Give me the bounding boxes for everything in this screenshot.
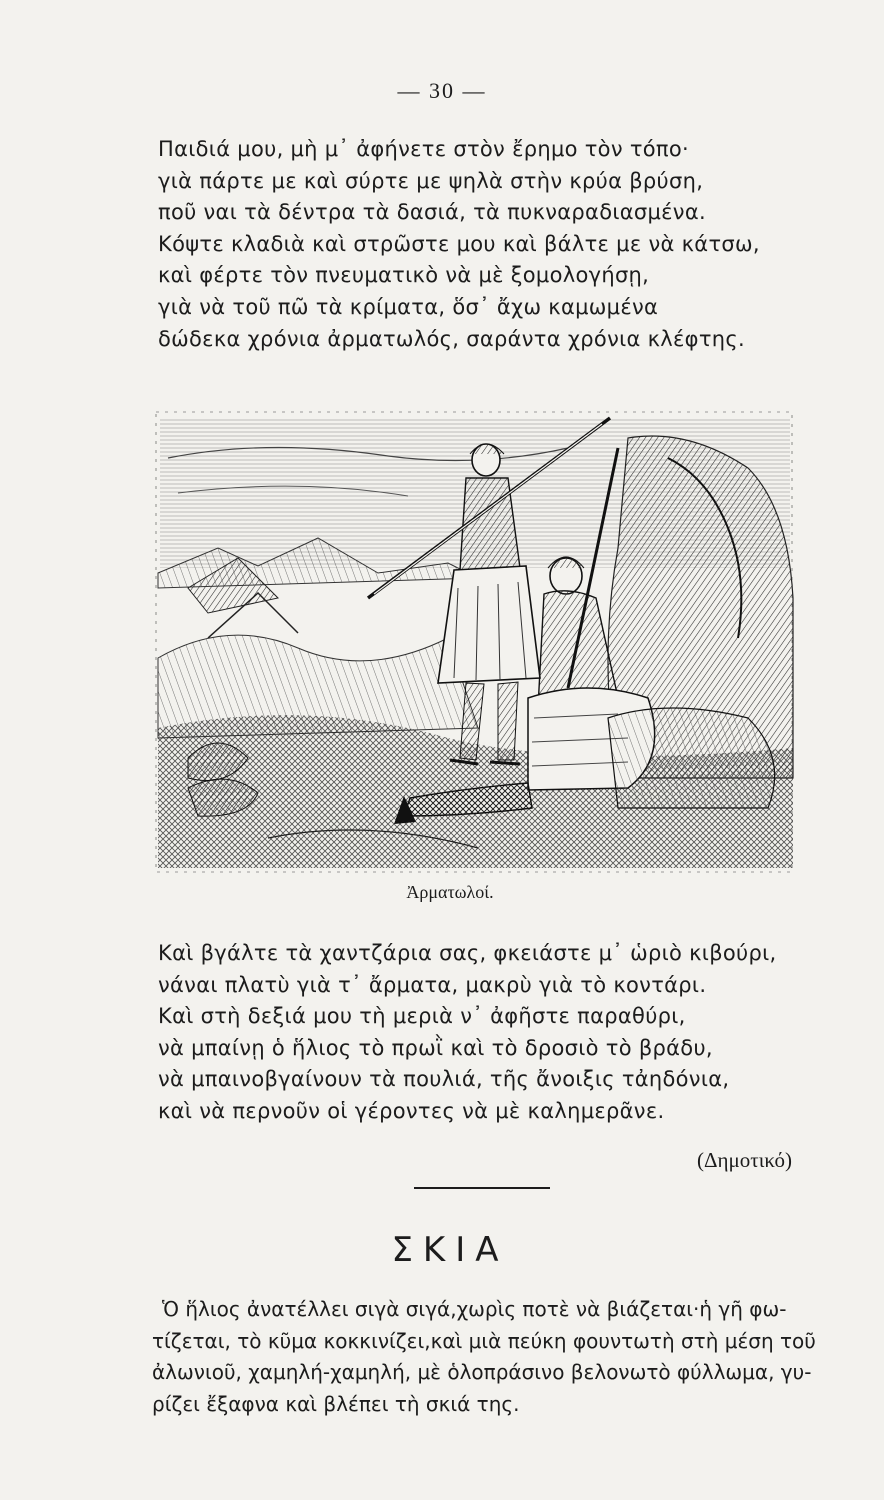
verse-line: γιὰ πάρτε με καὶ σύρτε με ψηλὰ στὴν κρύα βρύση, xyxy=(158,168,704,193)
armatoloi-engraving xyxy=(148,398,798,876)
verse-line: ποῦ ναι τὰ δέντρα τὰ δασιά, τὰ πυκναραδιασμένα. xyxy=(158,200,706,225)
verse-line: καὶ νὰ περνοῦν οἱ γέροντες νὰ μὲ καλημερᾶνε. xyxy=(158,1098,665,1123)
prose-line: Ὁ ἥλιος ἀνατέλλει σιγὰ σιγά,χωρὶς ποτὲ νὰ βιάζεται·ἡ γῆ φω- xyxy=(162,1297,787,1321)
verse-line: Καὶ βγάλτε τὰ χαντζάρια σας, φκειάστε μ᾽ ὡριὸ κιβούρι, xyxy=(158,941,777,965)
section-divider xyxy=(414,1187,550,1189)
verse-line: δώδεκα χρόνια ἀρματωλός, σαράντα χρόνια κλέφτης. xyxy=(158,326,745,351)
section-title: ΣΚΙΑ xyxy=(391,1230,509,1270)
verse-line: γιὰ νὰ τοῦ πῶ τὰ κρίματα, ὅσ᾽ ἄχω καμωμένα xyxy=(158,294,659,319)
page-number: — 30 — xyxy=(397,78,487,103)
prose-line: τίζεται, τὸ κῦμα κοκκινίζει,καὶ μιὰ πεύκη φουντωτὴ στὴ μέση τοῦ xyxy=(152,1328,816,1353)
prose-line: ἀλωνιοῦ, χαμηλή-χαμηλή, μὲ ὁλοπράσινο βελονωτὸ φύλλωμα, γυ- xyxy=(152,1360,812,1384)
verse-line: Καὶ στὴ δεξιά μου τὴ μεριὰ ν᾽ ἀφῆστε παραθύρι, xyxy=(158,1004,686,1029)
prose-paragraph xyxy=(152,1294,852,1420)
verse-line: Παιδιά μου, μὴ μ᾽ ἀφήνετε στὸν ἔρημο τὸν τόπο· xyxy=(158,137,689,161)
poem-attribution: (Δημοτικό) xyxy=(697,1148,792,1172)
verse-line: καὶ φέρτε τὸν πνευματικὸ νὰ μὲ ξομολογήσῃ, xyxy=(158,263,650,288)
verse-line: Κόψτε κλαδιὰ καὶ στρῶστε μου καὶ βάλτε με νὰ κάτσω, xyxy=(158,231,760,256)
poem-stanza-2 xyxy=(158,938,838,1128)
illustration-caption: Ἀρματωλοί. xyxy=(406,882,494,902)
verse-line: νὰ μπαίνῃ ὁ ἥλιος τὸ πρωῒ καὶ τὸ δροσιὸ τὸ βράδυ, xyxy=(158,1035,713,1060)
verse-line: νὰ μπαινοβγαίνουν τὰ πουλιά, τῆς ἄνοιξις τἀηδόνια, xyxy=(158,1067,730,1092)
poem-stanza-1 xyxy=(158,134,838,355)
verse-line: νάναι πλατὺ γιὰ τ᾽ ἄρματα, μακρὺ γιὰ τὸ κοντάρι. xyxy=(158,972,707,997)
prose-line: ρίζει ἔξαφνα καὶ βλέπει τὴ σκιά της. xyxy=(152,1391,520,1416)
